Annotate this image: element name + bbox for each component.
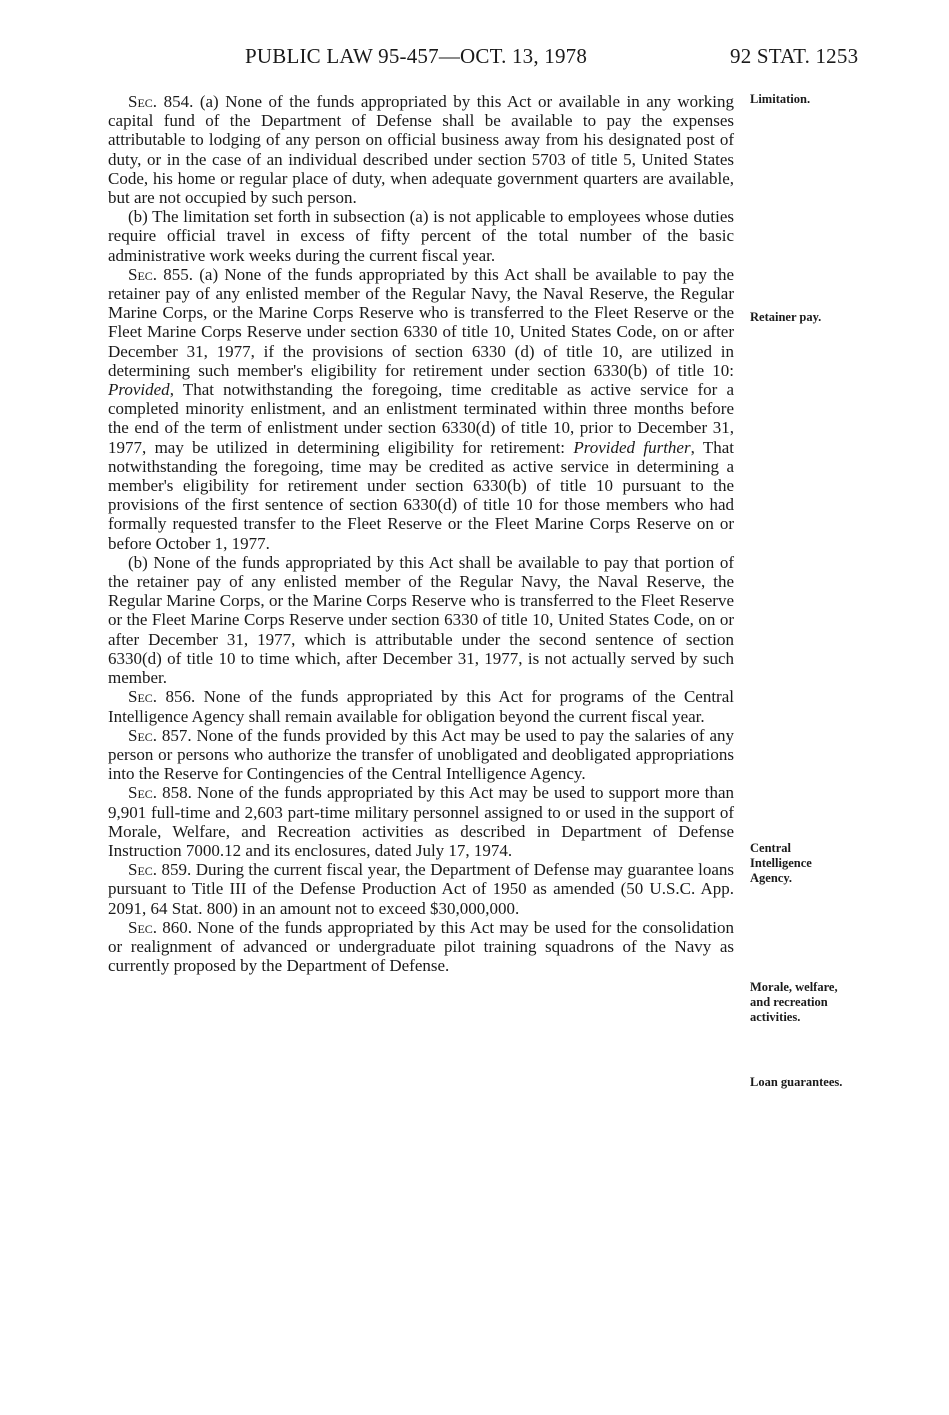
stat-page-number: 92 STAT. 1253 [730, 44, 859, 68]
margin-note-mwr-line-2: and recreation [750, 995, 828, 1009]
margin-note-cia-line-2: Intelligence [750, 856, 812, 870]
section-858: Sec. 858. None of the funds appropriated by this Act may be used to support more than 9,901 full-time and 2,603 part-time military personnel assigned to or used in the support of Morale, Welfare, and Recreation activities as described in Department of Defense Instruction 7000.12 and its enclosures, dated July 17, 1974. [108, 783, 734, 860]
margin-note-cia-line-3: Agency. [750, 871, 793, 885]
section-854-b: (b) The limitation set forth in subsection (a) is not applicable to employees whose duties require official travel in excess of fifty percent of the total number of the basic administrative work weeks during the current fiscal year. [108, 207, 734, 265]
law-body-text [108, 92, 734, 975]
margin-note-mwr [750, 980, 870, 1025]
section-855-a: Sec. 855. (a) None of the funds appropriated by this Act shall be available to pay the retainer pay of any enlisted member of the Regular Navy, the Naval Reserve, the Regular Marine Corps, or the Marine Corps Reserve who is transferred to the Fleet Reserve or the Fleet Marine Corps Reserve under section 6330 of title 10, United States Code, on or after December 31, 1977, if the provisions of section 6330 (d) of title 10, are utilized in determining such member's eligibility for retirement under section 6330(b) of title 10: Provided, That notwithstanding the foregoing, time creditable as active service for a completed minority enlistment, and an enlistment terminated within three months before the end of the term of enlistment under section 6330(d) of title 10, prior to December 31, 1977, may be utilized in determining eligibility for retirement: Provided further, That notwithstanding the foregoing, time may be credited as active service in determining a member's eligibility for retirement under section 6330(b) of title 10 pursuant to the provisions of the first sentence of section 6330(d) of title 10 for those members who had formally requested transfer to the Fleet Reserve or the Fleet Marine Corps Reserve on or before October 1, 1977. [108, 264, 734, 553]
section-860: Sec. 860. None of the funds appropriated by this Act may be used for the consolidation or realignment of advanced or undergraduate pilot training squadrons of the Navy as currently proposed by the Department of Defense. [108, 917, 734, 976]
margin-note-cia [750, 841, 870, 886]
margin-note-cia-line-1: Central [750, 841, 791, 855]
margin-note-mwr-line-1: Morale, welfare, [750, 980, 838, 994]
page-header [0, 44, 949, 74]
margin-note-limitation: Limitation. [750, 92, 811, 106]
section-854-a: Sec. 854. (a) None of the funds appropriated by this Act or available in any working capital fund of the Department of Defense shall be available to pay the expenses attributable to lodging of any person on official business away from his designated post of duty, or in the case of an individual described under section 5703 of title 5, United States Code, his home or regular place of duty, when adequate government quarters are available, but are not occupied by such person. [108, 92, 734, 208]
section-856: Sec. 856. None of the funds appropriated by this Act for programs of the Central Intelligence Agency shall remain available for obligation beyond the current fiscal year. [108, 687, 734, 726]
margin-note-mwr-line-3: activities. [750, 1010, 801, 1024]
section-859: Sec. 859. During the current fiscal year, the Department of Defense may guarantee loans pursuant to Title III of the Defense Production Act of 1950 as amended (50 U.S.C. App. 2091, 64 Stat. 800) in an amount not to exceed $30,000,000. [108, 860, 734, 918]
margin-note-retainer-pay: Retainer pay. [750, 310, 822, 324]
section-855-b: (b) None of the funds appropriated by this Act shall be available to pay that portion of the retainer pay of any enlisted member of the Regular Navy, the Naval Reserve, the Regular Marine Corps, or the Marine Corps Reserve who is transferred to the Fleet Reserve or the Fleet Marine Corps Reserve under section 6330 of title 10, United States Code, on or after December 31, 1977, which is attributable under the second sentence of section 6330(d) of title 10 to time which, after December 31, 1977, is not actually served by such member. [108, 552, 734, 688]
margin-note-loan-guarantees: Loan guarantees. [750, 1075, 843, 1089]
running-head: PUBLIC LAW 95-457—OCT. 13, 1978 [245, 44, 588, 68]
section-857: Sec. 857. None of the funds provided by this Act may be used to pay the salaries of any person or persons who authorize the transfer of unobligated and deobligated appropriations into the Reserve for Contingencies of the Central Intelligence Agency. [108, 725, 734, 784]
